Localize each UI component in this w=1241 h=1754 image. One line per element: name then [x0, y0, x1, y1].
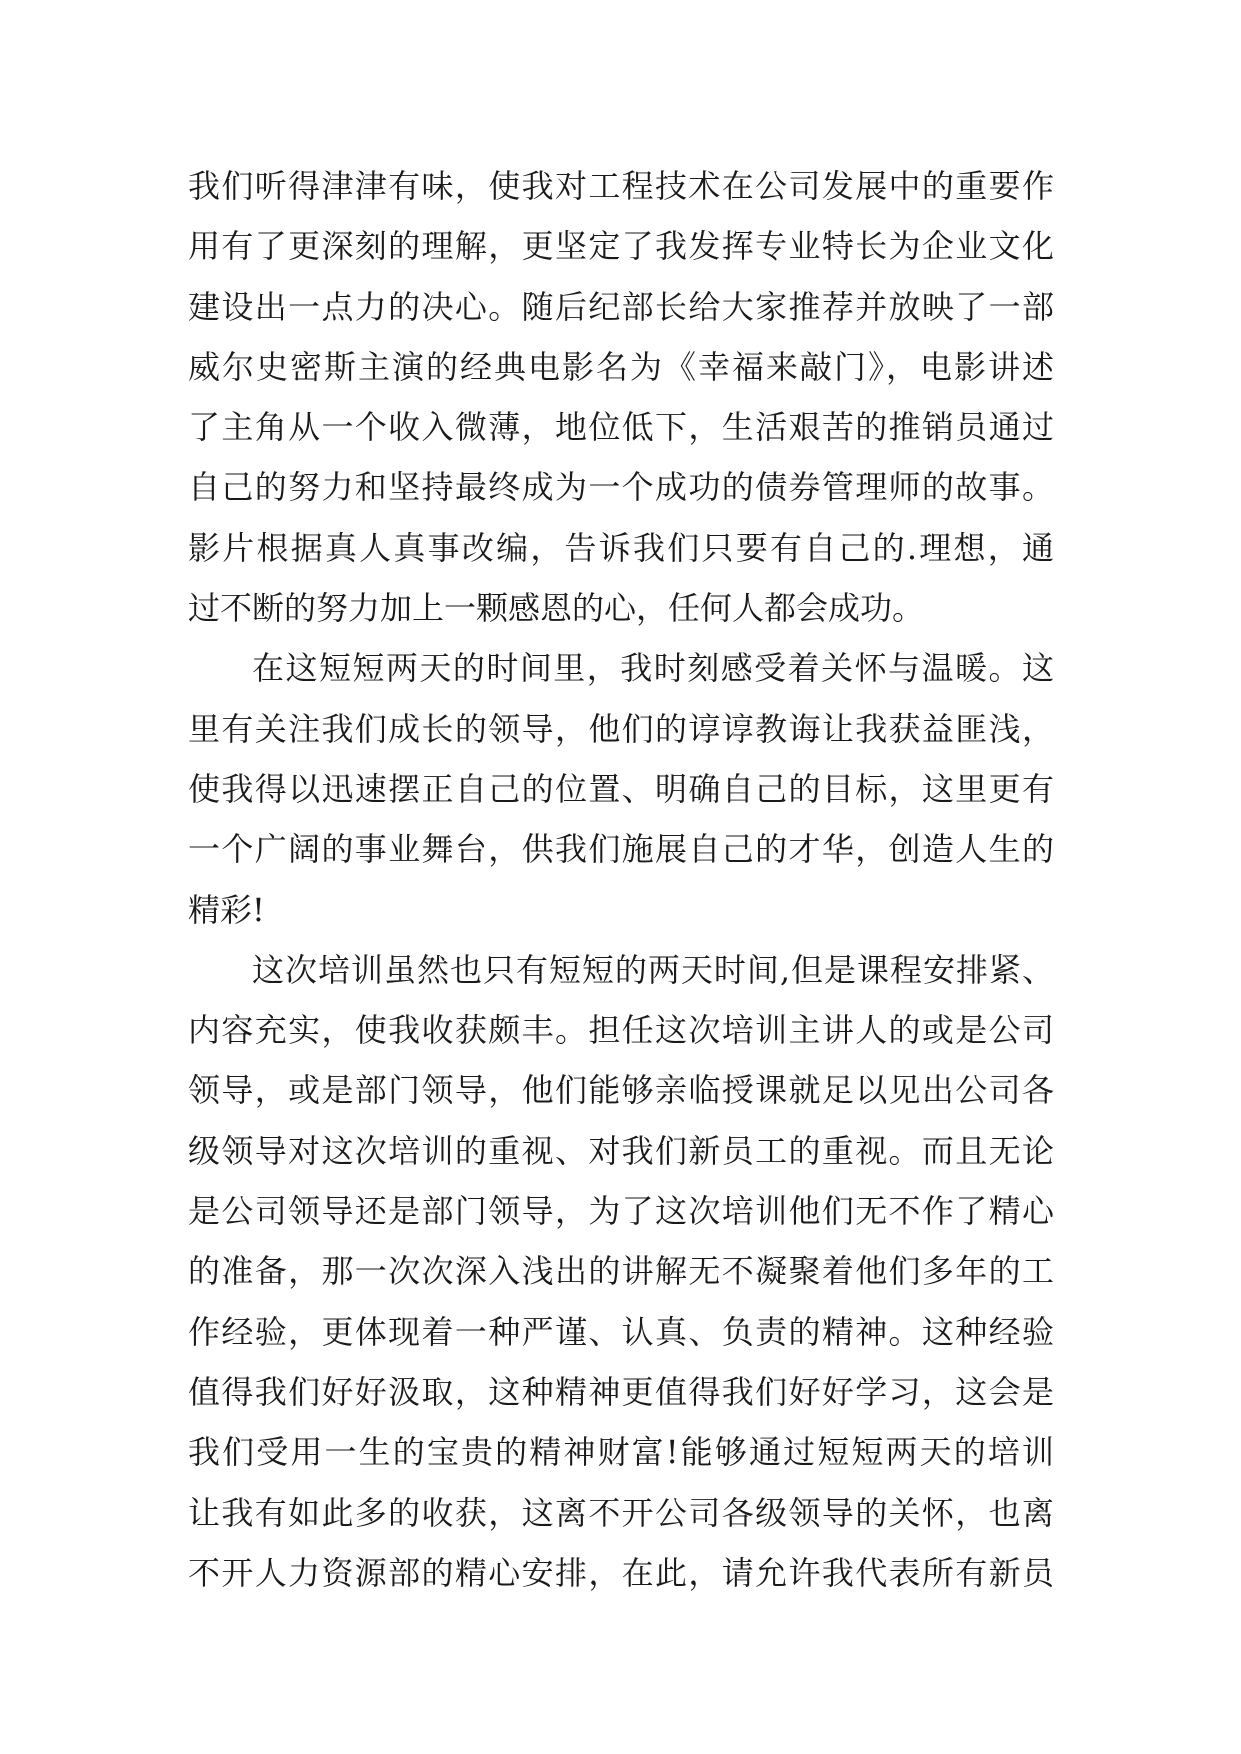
text-line: 这次培训虽然也只有短短的两天时间,但是课程安排紧、	[252, 950, 1054, 989]
text-line: 使我得以迅速摆正自己的位置、明确自己的目标，这里更有	[188, 769, 1054, 808]
text-line: 是公司领导还是部门领导，为了这次培训他们无不作了精心	[188, 1192, 1054, 1231]
text-line: 我们受用一生的宝贵的精神财富!能够通过短短两天的培训	[188, 1433, 1054, 1472]
text-line: 领导，或是部门领导，他们能够亲临授课就足以见出公司各	[188, 1071, 1054, 1110]
text-line: 一个广阔的事业舞台，供我们施展自己的才华，创造人生的	[188, 830, 1054, 869]
text-line: 值得我们好好汲取，这种精神更值得我们好好学习，这会是	[188, 1372, 1054, 1411]
text-line: 级领导对这次培训的重视、对我们新员工的重视。而且无论	[188, 1131, 1054, 1170]
text-line: 我们听得津津有味，使我对工程技术在公司发展中的重要作	[188, 167, 1054, 205]
text-line: 威尔史密斯主演的经典电影名为《幸福来敲门》，电影讲述	[188, 347, 1054, 386]
text-line: 的准备，那一次次深入浅出的讲解无不凝聚着他们多年的工	[188, 1252, 1054, 1291]
text-line: 不开人力资源部的精心安排，在此，请允许我代表所有新员	[188, 1553, 1054, 1592]
text-line: 里有关注我们成长的领导，他们的谆谆教诲让我获益匪浅，	[188, 709, 1054, 748]
paragraph	[188, 940, 1054, 1603]
paragraph	[188, 156, 1054, 638]
text-line: 建设出一点力的决心。随后纪部长给大家推荐并放映了一部	[188, 287, 1054, 326]
text-line: 让我有如此多的收获，这离不开公司各级领导的关怀，也离	[188, 1493, 1054, 1532]
text-line: 用有了更深刻的理解，更坚定了我发挥专业特长为企业文化	[188, 227, 1054, 266]
text-line: 精彩!	[188, 890, 265, 929]
text-line: 在这短短两天的时间里，我时刻感受着关怀与温暖。这	[252, 649, 1054, 688]
text-line: 了主角从一个收入微薄，地位低下，生活艰苦的推销员通过	[188, 408, 1054, 447]
document-page	[188, 156, 1054, 1603]
text-line: 自己的努力和坚持最终成为一个成功的债券管理师的故事。	[188, 468, 1054, 507]
text-line: 内容充实，使我收获颇丰。担任这次培训主讲人的或是公司	[188, 1011, 1054, 1050]
paragraph	[188, 638, 1054, 939]
text-line: 影片根据真人真事改编，告诉我们只要有自己的.理想，通	[188, 528, 1054, 567]
text-line: 过不断的努力加上一颗感恩的心，任何人都会成功。	[188, 589, 925, 628]
text-line: 作经验，更体现着一种严谨、认真、负责的精神。这种经验	[188, 1312, 1054, 1351]
